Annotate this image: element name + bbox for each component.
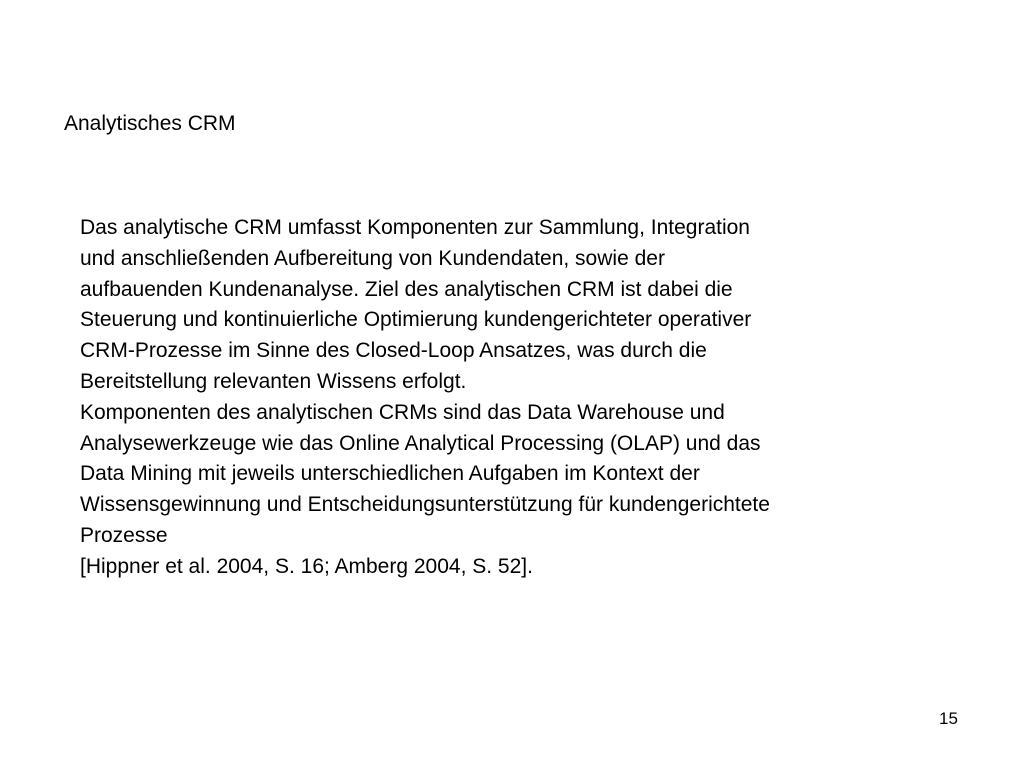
- body-line: Wissensgewinnung und Entscheidungsunterstützung für kundengerichtete: [80, 493, 770, 517]
- body-line: aufbauenden Kundenanalyse. Ziel des analytischen CRM ist dabei die: [80, 277, 733, 301]
- body-line: Data Mining mit jeweils unterschiedlichen Aufgaben im Kontext der: [80, 462, 700, 486]
- body-line: Prozesse: [80, 523, 168, 547]
- body-line: Steuerung und kontinuierliche Optimierung kundengerichteter operativer: [80, 308, 752, 332]
- slide-body: [80, 213, 960, 583]
- citation-line: [Hippner et al. 2004, S. 16; Amberg 2004, S. 52].: [80, 554, 533, 578]
- body-line: Komponenten des analytischen CRMs sind das Data Warehouse und: [80, 400, 725, 424]
- body-line: und anschließenden Aufbereitung von Kundendaten, sowie der: [80, 246, 665, 270]
- body-line: Bereitstellung relevanten Wissens erfolgt.: [80, 369, 467, 393]
- page-number: 15: [939, 709, 958, 728]
- body-line: Das analytische CRM umfasst Komponenten zur Sammlung, Integration: [80, 216, 750, 239]
- body-line: CRM-Prozesse im Sinne des Closed-Loop Ansatzes, was durch die: [80, 339, 707, 363]
- slide-title: Analytisches CRM: [64, 112, 236, 135]
- body-line: Analysewerkzeuge wie das Online Analytical Processing (OLAP) und das: [80, 431, 761, 455]
